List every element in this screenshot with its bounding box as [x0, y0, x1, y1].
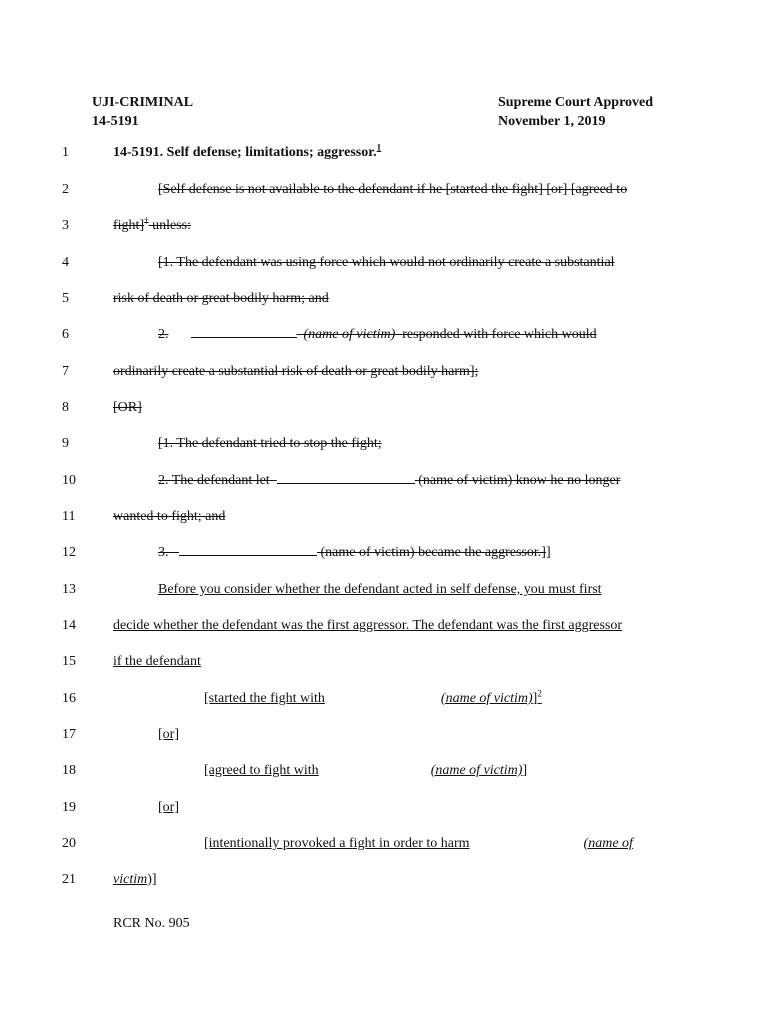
added-text: [intentionally provoked a fight in order to harm (name of — [204, 836, 633, 851]
document-line-16 — [0, 689, 770, 709]
added-text: [started the fight with (name of victim)]$^2$ — [204, 688, 542, 706]
document-line-14 — [0, 616, 770, 636]
struck-text: fight]† unless: — [113, 215, 191, 233]
line-number: 9 — [62, 436, 69, 451]
line-number: 7 — [62, 364, 69, 379]
struck-text: risk of death or great bodily harm; and — [113, 291, 329, 306]
line-number: 10 — [62, 473, 76, 488]
victim-name-blank — [179, 543, 317, 556]
approval-label: Supreme Court Approved — [498, 95, 654, 110]
document-line-13 — [0, 580, 770, 600]
approval-header — [498, 93, 653, 131]
struck-text: [Self defense is not available to the defendant if he [started the fight] [or] [agreed to — [158, 182, 628, 197]
document-line-7 — [0, 362, 770, 382]
line-number: 12 — [62, 545, 76, 560]
document-line-18 — [0, 761, 770, 781]
added-text: victim)] — [113, 872, 157, 887]
document-line-5 — [0, 289, 770, 309]
footnote-marker[interactable]: 1 — [376, 142, 382, 153]
line-number: 16 — [62, 691, 76, 706]
added-text: if the defendant — [113, 654, 201, 669]
approval-date: November 1, 2019 — [498, 114, 606, 129]
struck-text: 3. (name of victim) became the aggressor.]] — [158, 545, 551, 560]
line-number: 21 — [62, 872, 76, 887]
line-number: 5 — [62, 291, 69, 306]
line-number: 14 — [62, 618, 76, 633]
footnote-marker[interactable]: † — [144, 215, 149, 226]
document-line-12 — [0, 543, 770, 563]
footnote-marker[interactable]: 2 — [537, 688, 542, 699]
line-number: 11 — [62, 509, 76, 524]
uji-label: UJI-CRIMINAL — [92, 95, 194, 110]
line-number: 15 — [62, 654, 76, 669]
victim-name-blank — [277, 471, 415, 484]
document-line-15 — [0, 652, 770, 672]
rcr-number: RCR No. 905 — [113, 916, 190, 931]
line-number: 3 — [62, 218, 69, 233]
line-number: 19 — [62, 800, 76, 815]
line-number: 2 — [62, 182, 69, 197]
struck-text: [1. The defendant tried to stop the fight; — [158, 436, 382, 451]
document-line-20 — [0, 834, 770, 854]
struck-text: wanted to fight; and — [113, 509, 226, 524]
added-text: [agreed to fight with (name of victim)] — [204, 763, 528, 778]
line-number: 8 — [62, 400, 69, 415]
struck-text: [OR] — [113, 400, 142, 415]
document-line-3 — [0, 216, 770, 236]
document-line-2 — [0, 180, 770, 200]
struck-text: 2. (name of victim) responded with force which would — [158, 327, 597, 342]
line-number: 18 — [62, 763, 76, 778]
struck-text: ordinarily create a substantial risk of death or great bodily harm]; — [113, 364, 479, 379]
struck-text: 2. The defendant let (name of victim) know he no longer — [158, 473, 621, 488]
document-line-4 — [0, 253, 770, 273]
document-line-19 — [0, 798, 770, 818]
document-line-8 — [0, 398, 770, 418]
instruction-title: 14-5191. Self defense; limitations; aggressor.$^1$ — [113, 142, 382, 160]
added-text: Before you consider whether the defendant acted in self defense, you must first — [158, 582, 602, 597]
struck-text: [1. The defendant was using force which would not ordinarily create a substantial — [158, 255, 615, 270]
victim-name-blank — [191, 325, 297, 338]
added-text: [or] — [158, 800, 179, 815]
document-line-17 — [0, 725, 770, 745]
added-text: decide whether the defendant was the first aggressor. The defendant was the first aggressor — [113, 618, 623, 633]
line-number: 20 — [62, 836, 76, 851]
document-line-1 — [0, 143, 770, 163]
document-line-9 — [0, 434, 770, 454]
instruction-number: 14-5191 — [92, 114, 139, 129]
doc-code-header — [92, 93, 193, 131]
line-number: 17 — [62, 727, 76, 742]
document-line-10 — [0, 471, 770, 491]
document-line-6 — [0, 325, 770, 345]
document-line-21 — [0, 870, 770, 890]
line-number: 13 — [62, 582, 76, 597]
line-number: 6 — [62, 327, 69, 342]
added-text: [or] — [158, 727, 179, 742]
line-number: 4 — [62, 255, 69, 270]
line-number: 1 — [62, 145, 69, 160]
document-line-11 — [0, 507, 770, 527]
